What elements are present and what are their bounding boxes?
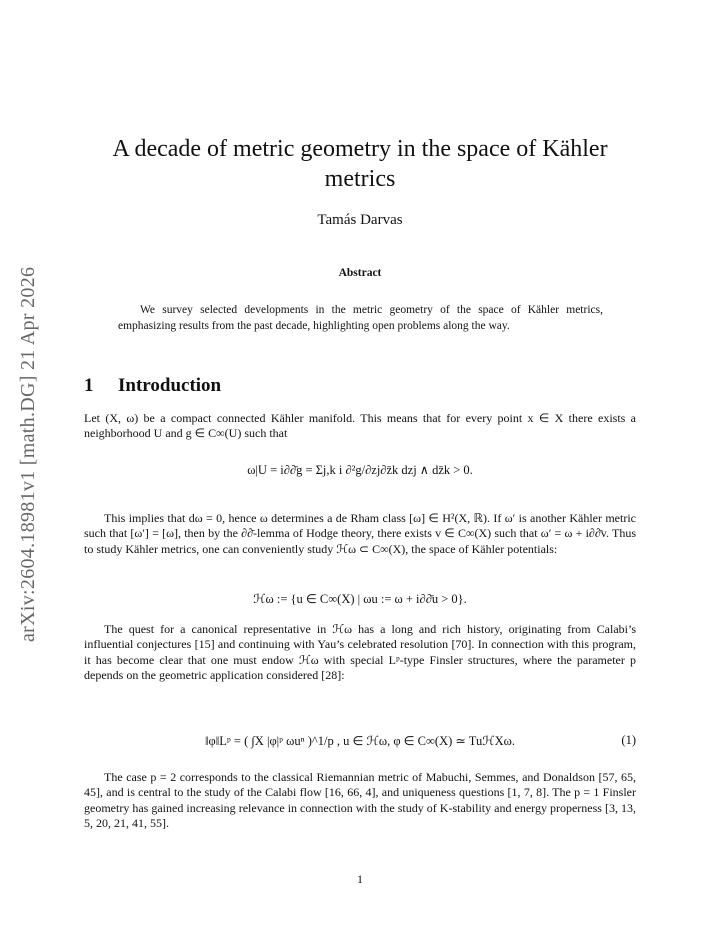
equation-kahler-potentials: ℋω := {u ∈ C∞(X) | ωu := ω + i∂∂̄u > 0}. — [253, 592, 467, 606]
abstract-text: We survey selected developments in the metric geometry of the space of Kähler metrics, emphasizing results from the past decade, highlighting open problems along the way. — [118, 304, 603, 332]
title-line-1: A decade of metric geometry in the space of Kähler — [112, 136, 608, 162]
equation-finsler-body: ‖φ‖Lᵖ = ( ∫X |φ|ᵖ ωuⁿ )^1/p , u ∈ ℋω, φ ∈ C∞(X) ≃ TuℋXω. — [205, 734, 515, 748]
paragraph-2: This implies that dω = 0, hence ω determines a de Rham class [ω] ∈ H²(X, ℝ). If ω′ is another Kähler metric such that [ω′] = [ω], then by the ∂∂̄-lemma of Hodge theory, there exists v ∈ C∞(X) such that ω′ = ω + i∂∂̄v. Thus to study Kähler metrics, one can conveniently study ℋω ⊂ C∞(X), the space of Kähler potentials: — [84, 511, 636, 556]
equation-kahler-form: ω|U = i∂∂̄g = Σj,k i ∂²g/∂zj∂z̄k dzj ∧ dz̄k > 0. — [247, 463, 473, 477]
abstract-heading: Abstract — [338, 267, 382, 279]
page-number: 1 — [357, 872, 363, 886]
paper-title — [84, 134, 636, 194]
paragraph-4: The case p = 2 corresponds to the classical Riemannian metric of Mabuchi, Semmes, and Donaldson [57, 65, 45], and is central to the study of the Calabi flow [16, 66, 4], and uniqueness questions [1, 7, 8]. The p = 1 Finsler geometry has gained increasing relevance in connection with the study of K-stability and energy properness [3, 13, 5, 20, 21, 41, 55]. — [84, 770, 636, 831]
equation-finsler — [84, 733, 636, 749]
equation-number: (1) — [621, 733, 636, 747]
title-line-2: metrics — [324, 166, 396, 192]
section-heading — [84, 375, 221, 397]
author: Tamás Darvas — [317, 212, 403, 228]
arxiv-side-label: arXiv:2604.18981v1 [math.DG] 21 Apr 2026 — [17, 266, 39, 642]
section-title: Introduction — [118, 375, 222, 396]
section-number: 1 — [84, 375, 94, 396]
paragraph-3: The quest for a canonical representative in ℋω has a long and rich history, originating from Calabi’s influential conjectures [15] and continuing with Yau’s celebrated resolution [70]. In connection with this program, it has become clear that one must endow ℋω with special Lᵖ-type Finsler structures, where the parameter p depends on the geometric application considered [28]: — [84, 622, 636, 683]
paragraph-1: Let (X, ω) be a compact connected Kähler manifold. This means that for every point x ∈ X there exists a neighborhood U and g ∈ C∞(U) such that — [84, 411, 636, 441]
